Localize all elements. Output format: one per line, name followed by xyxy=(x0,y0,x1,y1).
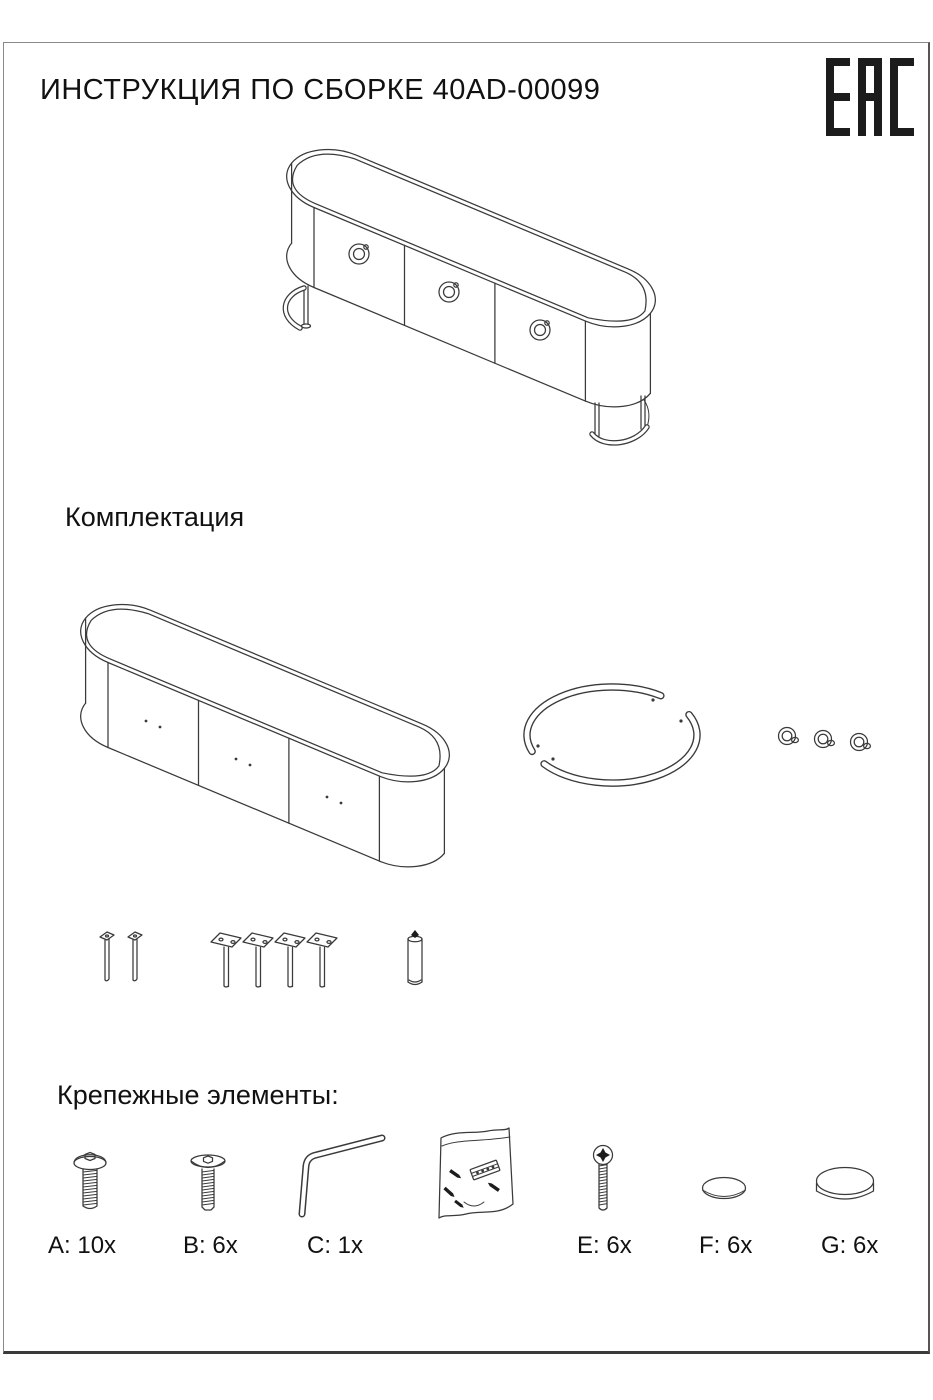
phillips-screw-icon xyxy=(584,1144,622,1220)
page-title: ИНСТРУКЦИЯ ПО СБОРКЕ 40AD-00099 xyxy=(40,74,601,106)
hardware-count-B: B: 6x xyxy=(183,1232,238,1259)
hardware-count-C: C: 1x xyxy=(307,1232,364,1259)
hardware-count-G: G: 6x xyxy=(821,1232,879,1259)
eac-logo-icon xyxy=(826,58,914,138)
hardware-count-A: A: 10x xyxy=(48,1232,117,1259)
countersunk-screw-icon xyxy=(186,1150,230,1220)
support-legs-icon xyxy=(92,926,442,998)
package-heading: Комплектация xyxy=(65,502,245,532)
drawer-knobs-icon xyxy=(765,712,880,767)
button-head-screw-icon xyxy=(68,1146,112,1220)
parts-bag-icon xyxy=(428,1118,516,1228)
thick-pad-icon xyxy=(812,1164,878,1214)
thin-pad-icon xyxy=(698,1172,750,1208)
hardware-count-E: E: 6x xyxy=(577,1232,632,1259)
hardware-count-F: F: 6x xyxy=(699,1232,753,1259)
ring-leg-halves-icon xyxy=(505,650,725,815)
assembled-tv-stand-icon xyxy=(278,100,678,455)
cabinet-body-icon xyxy=(72,555,472,870)
hardware-heading: Крепежные элементы: xyxy=(57,1080,339,1110)
allen-key-icon xyxy=(292,1126,390,1218)
